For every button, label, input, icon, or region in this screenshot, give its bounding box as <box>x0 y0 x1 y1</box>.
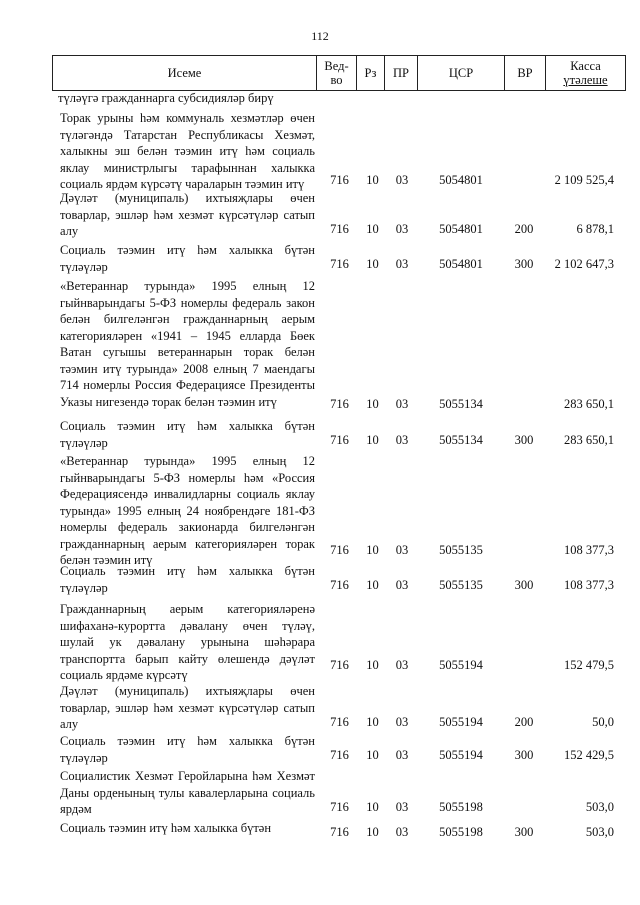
row-pr: 03 <box>395 543 409 557</box>
row-name: Дәүләт (муниципаль) ихтыяҗлары өчен товарлар, эшләр һәм хезмәт күрсәтүләр сатып алу <box>60 191 315 238</box>
row-csr: 5055135 <box>439 578 483 592</box>
page-number: 112 <box>311 29 329 43</box>
row-rz: 10 <box>366 748 379 762</box>
row-kassa: 283 650,1 <box>564 397 614 411</box>
row-vr: 300 <box>514 748 534 762</box>
row-vr: 200 <box>514 715 534 729</box>
row-ved: 716 <box>330 257 349 271</box>
table-row <box>52 190 626 237</box>
header-rz: Рз <box>357 56 385 90</box>
header-kassa: Касса үтәлеше <box>563 59 608 87</box>
row-kassa: 2 102 647,3 <box>554 257 614 271</box>
table-row <box>52 820 626 840</box>
table-row <box>52 733 626 763</box>
table-header <box>52 55 626 91</box>
row-name: «Ветераннар турында» 1995 елның 12 гыйнварындагы 5-ФЗ номерлы һәм «Россия Федерациясендә инвалидларны социаль яклау турында» 1995 елның 24 ноябрендәге 181-ФЗ номерлы федераль закионарда билгеләнгән гражданнарның аерым категорияләрен торак белән тәэмин итү <box>60 454 315 567</box>
row-kassa: 152 479,5 <box>564 658 614 672</box>
row-rz: 10 <box>366 222 379 236</box>
row-pr: 03 <box>395 257 409 271</box>
row-csr: 5055134 <box>439 433 483 447</box>
row-name: Социаль тәэмин итү һәм халыкка бүтән түләүләр <box>60 243 315 274</box>
row-pr: 03 <box>395 397 409 411</box>
row-name: Гражданнарның аерым категорияләренә шифаханә-курортта дәвалану өчен түләү, шулай ук дәвалану урынына шәһәрара транспортта барып кайту өлешендә дәүләт социаль ярдәме күрсәтү <box>60 602 315 682</box>
row-pr: 03 <box>395 748 409 762</box>
row-csr: 5055134 <box>439 397 483 411</box>
continued-row-text: түләүгә гражданнарга субсидияләр бирү <box>58 91 274 105</box>
row-vr: 300 <box>514 825 534 839</box>
row-pr: 03 <box>395 433 409 447</box>
row-ved: 716 <box>330 397 349 411</box>
row-rz: 10 <box>366 578 379 592</box>
row-rz: 10 <box>366 257 379 271</box>
row-name: Социалистик Хезмәт Геройларына һәм Хезмәт Даны орденының тулы кавалерларына социаль ярдәм <box>60 769 315 816</box>
row-ved: 716 <box>330 543 349 557</box>
row-pr: 03 <box>395 825 409 839</box>
row-pr: 03 <box>395 173 409 187</box>
row-csr: 5055198 <box>439 825 483 839</box>
table-row <box>52 278 626 412</box>
row-name: Социаль тәэмин итү һәм халыкка бүтән <box>60 821 272 835</box>
row-kassa: 108 377,3 <box>564 543 614 557</box>
row-pr: 03 <box>395 578 409 592</box>
row-pr: 03 <box>395 658 409 672</box>
budget-table <box>52 55 626 107</box>
row-name: Торак урыны һәм коммуналь хезмәтләр өчен түләгәндә Татарстан Республикасы Хезмәт, халыкны эш белән тәэмин итү һәм социаль яклау министрлыгы тарафыннан халыкка социаль ярдәм күрсәтү чараларын тәэмин итү <box>60 111 315 191</box>
table-row <box>52 683 626 730</box>
table-row <box>52 418 626 448</box>
row-vr: 300 <box>514 433 534 447</box>
row-ved: 716 <box>330 748 349 762</box>
row-ved: 716 <box>330 173 349 187</box>
row-csr: 5055198 <box>439 800 483 814</box>
row-name: Дәүләт (муниципаль) ихтыяҗлары өчен товарлар, эшләр һәм хезмәт күрсәтүләр сатып алу <box>60 684 315 731</box>
row-rz: 10 <box>366 433 379 447</box>
row-csr: 5054801 <box>439 257 483 271</box>
row-pr: 03 <box>395 222 409 236</box>
row-ved: 716 <box>330 433 349 447</box>
header-ved: Вед- во <box>317 56 357 90</box>
row-name: Социаль тәэмин итү һәм халыкка бүтән түләүләр <box>60 419 315 450</box>
row-ved: 716 <box>330 800 349 814</box>
row-kassa: 2 109 525,4 <box>554 173 614 187</box>
row-ved: 716 <box>330 578 349 592</box>
row-kassa: 503,0 <box>585 825 614 839</box>
header-vr: ВР <box>505 56 546 90</box>
row-csr: 5055194 <box>439 715 483 729</box>
row-kassa: 152 429,5 <box>564 748 614 762</box>
row-vr: 300 <box>514 578 534 592</box>
table-row <box>52 110 626 191</box>
row-vr: 200 <box>514 222 534 236</box>
row-kassa: 503,0 <box>585 800 614 814</box>
header-pr: ПР <box>385 56 418 90</box>
row-kassa: 283 650,1 <box>564 433 614 447</box>
row-ved: 716 <box>330 825 349 839</box>
row-name: Социаль тәэмин итү һәм халыкка бүтән түләүләр <box>60 564 315 595</box>
row-kassa: 108 377,3 <box>564 578 614 592</box>
row-ved: 716 <box>330 715 349 729</box>
row-csr: 5055135 <box>439 543 483 557</box>
table-row <box>52 563 626 593</box>
row-rz: 10 <box>366 800 379 814</box>
table-row <box>52 453 626 567</box>
row-csr: 5054801 <box>439 222 483 236</box>
row-csr: 5055194 <box>439 658 483 672</box>
row-pr: 03 <box>395 800 409 814</box>
row-rz: 10 <box>366 397 379 411</box>
row-ved: 716 <box>330 222 349 236</box>
row-csr: 5055194 <box>439 748 483 762</box>
row-ved: 716 <box>330 658 349 672</box>
table-row <box>52 242 626 272</box>
header-name: Исеме <box>53 56 317 90</box>
row-rz: 10 <box>366 658 379 672</box>
row-kassa: 6 878,1 <box>576 222 614 236</box>
row-name: Социаль тәэмин итү һәм халыкка бүтән түләүләр <box>60 734 315 765</box>
row-rz: 10 <box>366 825 379 839</box>
row-kassa: 50,0 <box>592 715 614 729</box>
header-csr: ЦСР <box>418 56 505 90</box>
row-pr: 03 <box>395 715 409 729</box>
row-vr: 300 <box>514 257 534 271</box>
table-row <box>52 768 626 815</box>
row-rz: 10 <box>366 543 379 557</box>
row-name: «Ветераннар турында» 1995 елның 12 гыйнварындагы 5-ФЗ номерлы федераль закон белән билгеләнгән гражданнарның аерым категорияләрен «1941 – 1945 елларда Бөек Ватан сугышы ветераннарын торак белән тәэмин итү турында» 2008 елның 7 маендагы 714 номерлы Россия Федерациясе Президенты Указы нигезендә торак белән тәэмин итү <box>60 279 315 409</box>
row-rz: 10 <box>366 173 379 187</box>
table-row <box>52 601 626 682</box>
row-csr: 5054801 <box>439 173 483 187</box>
row-rz: 10 <box>366 715 379 729</box>
